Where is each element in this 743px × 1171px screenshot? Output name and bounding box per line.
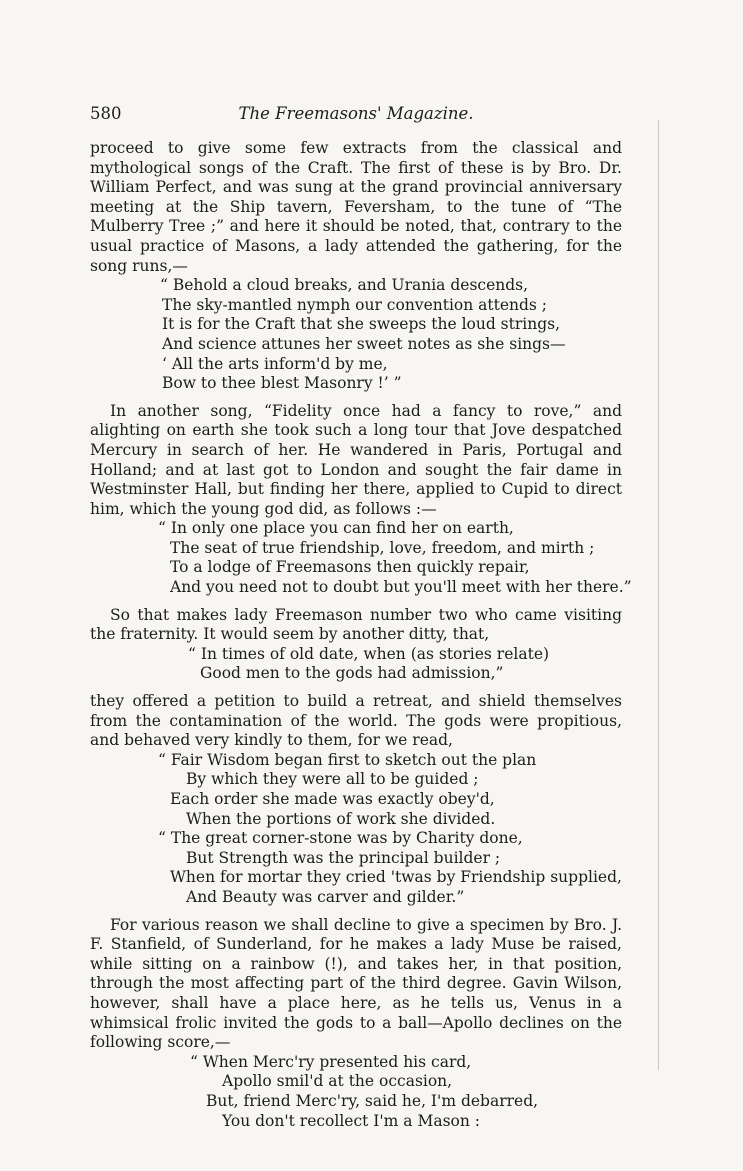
- verse-line: When for mortar they cried 'twas by Friendship supplied,: [170, 868, 622, 887]
- verse-line: You don't recollect I'm a Mason :: [222, 1111, 481, 1130]
- verse-line: And you need not to doubt but you'll meet with her there.”: [170, 578, 632, 597]
- article-body: [90, 139, 632, 1131]
- verse-line: Apollo smil'd at the occasion,: [222, 1072, 453, 1091]
- verse-line: Each order she made was exactly obey'd,: [170, 790, 495, 808]
- paragraph-opening: proceed to give some few extracts from the classical and mythological songs of the Craft. The first of these is by Bro. Dr. William Perfect, and was sung at the grand provincial anniversary meeting at the Ship tavern, Feversham, to the tune of “The Mulberry Tree ;” and here it should be noted, that, contrary to the usual practice of Masons, a lady attended the gathering, for the song runs,—: [90, 139, 622, 275]
- journal-title: The Freemasons' Magazine.: [238, 104, 474, 123]
- verse-line: To a lodge of Freemasons then quickly repair,: [170, 558, 530, 577]
- verse-old-date: [188, 645, 622, 684]
- page-number: 580: [90, 104, 122, 123]
- verse-line: “ In only one place you can find her on earth,: [158, 519, 514, 538]
- paragraph-stanfield: For various reason we shall decline to give a specimen by Bro. J. F. Stanfield, of Sunderland, for he makes a lady Muse be raised, while sitting on a rainbow (!), and takes her, in that position, through the most affecting part of the third degree. Gavin Wilson, however, shall have a place here, as he tells us, Venus in a whimsical frolic invited the gods to a ball—Apollo declines on the following score,—: [90, 915, 622, 1052]
- verse-line: “ When Merc'ry presented his card,: [190, 1052, 472, 1071]
- verse-line: But, friend Merc'ry, said he, I'm debarred,: [206, 1091, 539, 1110]
- verse-apollo: [190, 1053, 622, 1131]
- verse-fidelity: [158, 519, 632, 597]
- verse-line: The seat of true friendship, love, freedom, and mirth ;: [170, 538, 595, 557]
- page-edge-rule: [658, 120, 659, 1070]
- verse-wisdom: [158, 751, 622, 829]
- paragraph-petition: they offered a petition to build a retreat, and shield themselves from the contamination of the world. The gods were propitious, and behaved very kindly to them, for we read,: [90, 692, 622, 750]
- paragraph-lady-freemason: So that makes lady Freemason number two who came visiting the fraternity. It would seem by another ditty, that,: [90, 605, 622, 644]
- verse-line: Good men to the gods had admission,”: [200, 664, 504, 683]
- paragraph-fidelity: In another song, “Fidelity once had a fancy to rove,” and alighting on earth she took such a long tour that Jove despatched Mercury in search of her. He wandered in Paris, Portugal and Holland; and at last got to London and sought the fair dame in Westminster Hall, but finding her there, applied to Cupid to direct him, which the young god did, as follows :—: [90, 401, 622, 518]
- verse-line: “ Behold a cloud breaks, and Urania descends,: [160, 276, 529, 295]
- verse-line: “ In times of old date, when (as stories relate): [188, 644, 550, 663]
- running-header: [90, 104, 622, 126]
- verse-line: ‘ All the arts inform'd by me,: [162, 354, 388, 373]
- verse-corner-stone: [158, 829, 622, 907]
- verse-line: Bow to thee blest Masonry !’ ”: [162, 374, 402, 393]
- verse-urania: [160, 276, 622, 394]
- verse-line: It is for the Craft that she sweeps the loud strings,: [162, 315, 561, 334]
- verse-line: “ Fair Wisdom began first to sketch out the plan: [158, 750, 537, 769]
- verse-line: By which they were all to be guided ;: [186, 770, 479, 789]
- verse-line: The sky-mantled nymph our convention attends ;: [162, 295, 548, 314]
- verse-line: And Beauty was carver and gilder.”: [186, 887, 465, 906]
- verse-line: When the portions of work she divided.: [186, 809, 496, 828]
- verse-line: And science attunes her sweet notes as she sings—: [162, 334, 566, 353]
- verse-line: But Strength was the principal builder ;: [186, 848, 501, 867]
- verse-line: “ The great corner-stone was by Charity done,: [158, 829, 523, 848]
